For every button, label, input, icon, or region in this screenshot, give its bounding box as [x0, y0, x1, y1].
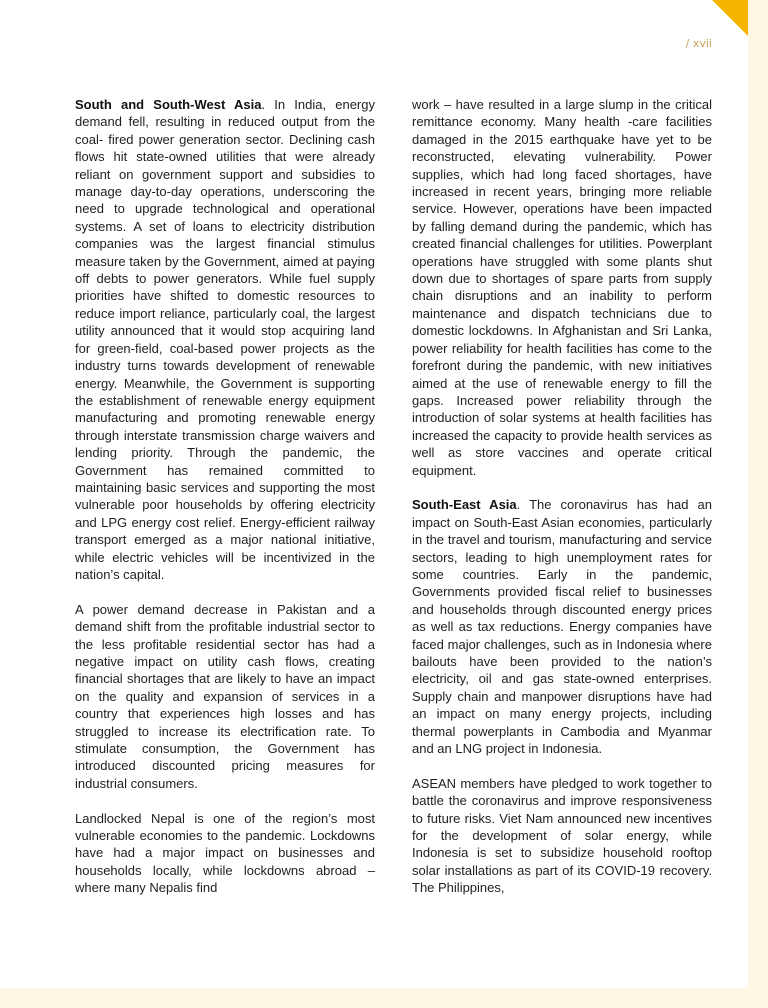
section-heading-south-east-asia: South-East Asia	[412, 497, 517, 513]
paragraph-nepal: Landlocked Nepal is one of the region’s most vulnerable economies to the pandemic. Lockdowns have had a major impact on businesses and households locally, while lockdowns abroad – where many Nepalis find	[75, 810, 375, 896]
paragraph-text: . The coronavirus has had an impact on South-East Asian economies, particularly in the travel and tourism, manufacturing and service sectors, leading to high unemployment rates for some countries. Early in the pandemic, Governments provided fiscal relief to businesses and households through discounted energy prices as well as tax reductions. Energy companies have faced major challenges, such as in Indonesia where bailouts have been provided to the nation’s electricity, oil and gas state-owned enterprises. Supply chain and manpower disruptions have had an impact on many energy projects, including thermal powerplants in Cambodia and Myanmar and an LNG project in Indonesia.	[412, 497, 712, 757]
paragraph-south-asia	[75, 96, 375, 583]
paragraph-south-east-asia	[412, 496, 712, 757]
right-column	[412, 96, 712, 914]
left-column	[75, 96, 375, 914]
page-number: / xvii	[685, 37, 712, 50]
paragraph-pakistan: A power demand decrease in Pakistan and a demand shift from the profitable industrial sector to the less profitable residential sector has had a negative impact on utility cash flows, creating financial shortages that are likely to have an impact on the quality and expansion of services in a country that experiences high losses and has struggled to increase its electrification rate. To stimulate consumption, the Government has introduced discounted pricing measures for industrial consumers.	[75, 601, 375, 791]
section-heading-south-asia: South and South-West Asia	[75, 97, 262, 112]
corner-accent	[712, 0, 748, 36]
paragraph-asean: ASEAN members have pledged to work together to battle the coronavirus and improve responsiveness to future risks. Viet Nam announced new incentives for the development of solar energy, while Indonesia is set to subsidize household rooftop solar installations as part of its COVID-19 recovery. The Philippines,	[412, 775, 712, 896]
paragraph-text: . In India, energy demand fell, resulting in reduced output from the coal- fired power generation sector. Declining cash flows hit state-owned utilities that were already reliant on government support and subsidies to manage day-to-day operations, underscoring the need to upgrade technological and operational systems. A set of loans to electricity distribution companies was the largest financial stimulus measure taken by the Government, aimed at paying off debts to power generators. While fuel supply priorities have shifted to domestic resources to reduce import reliance, particularly coal, the largest utility announced that it would stop acquiring land for green-field, coal-based power projects as the industry turns towards development of renewable energy. Meanwhile, the Government is supporting the establishment of renewable energy equipment manufacturing and promoting renewable energy through interstate transmission charge waivers and lending priority. Through the pandemic, the Government has remained committed to maintaining basic services and supporting the most vulnerable poor households by offering electricity and LPG energy cost relief. Energy-efficient railway transport emerged as a major national initiative, while electric vehicles will be incentivized in the nation’s capital.	[75, 97, 375, 582]
paragraph-nepal-continued: work – have resulted in a large slump in the critical remittance economy. Many health -care facilities damaged in the 2015 earthquake have yet to be reconstructed, elevating vulnerability. Power supplies, which had long faced shortages, have increased in recent years, bringing more reliable service. However, operations have been impacted by falling demand during the pandemic, which has created financial challenges for utilities. Powerplant operations have struggled with some plants shut down due to shortages of spare parts from supply chain disruptions and an inability to perform maintenance and dispatch technicians due to domestic lockdowns. In Afghanistan and Sri Lanka, power reliability for health facilities has come to the forefront during the pandemic, with new initiatives aimed at the use of renewable energy to fill the gaps. Increased power reliability through the introduction of solar systems at health facilities has increased the capacity to provide health services as well as store vaccines and operate critical equipment.	[412, 97, 712, 478]
